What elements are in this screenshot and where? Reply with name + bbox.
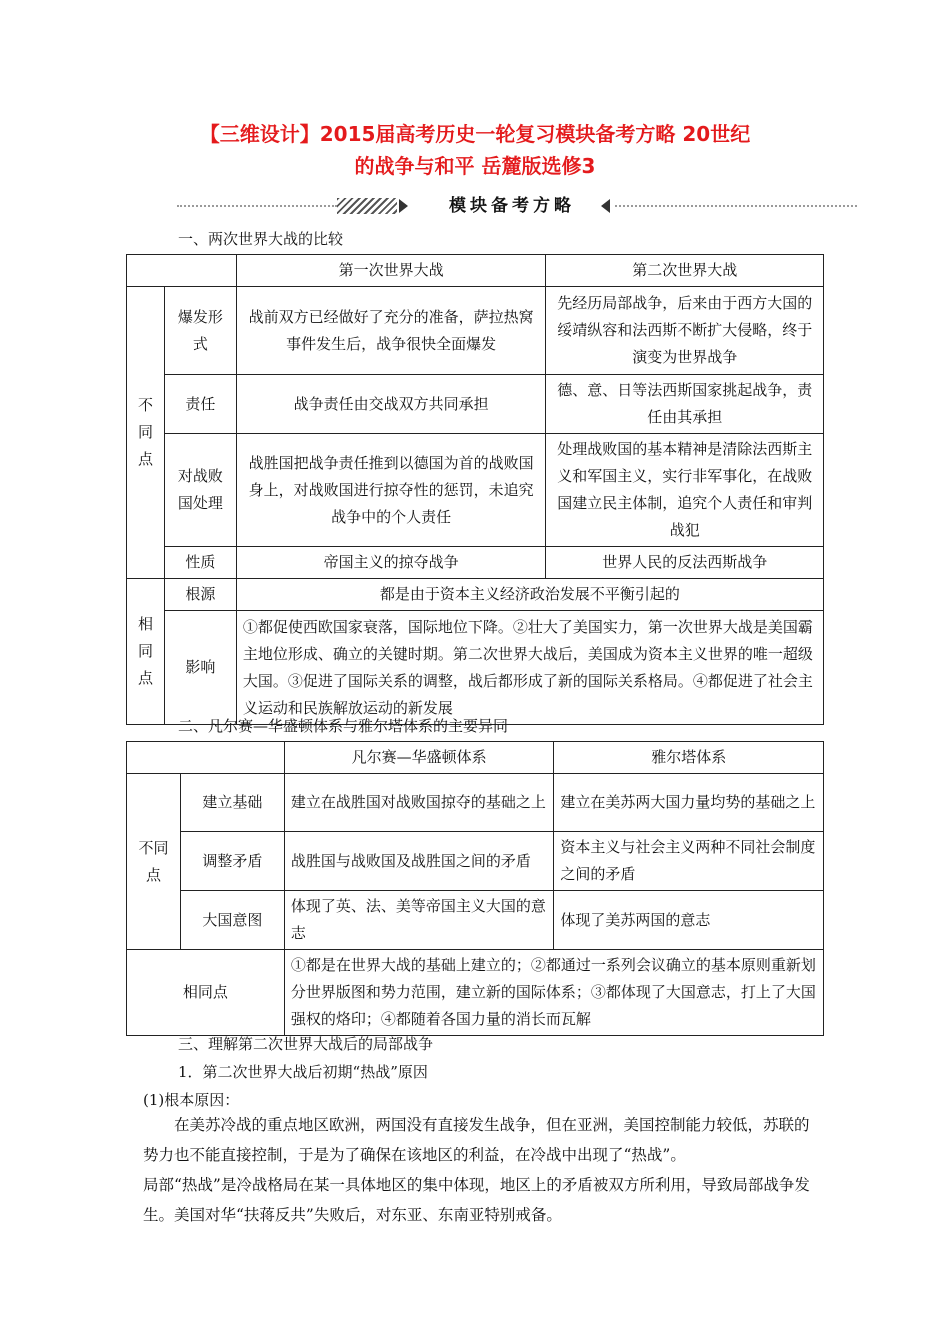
world-wars-comparison-table [126,254,824,725]
header-versailles: 凡尔赛—华盛顿体系 [284,742,554,774]
section2-heading: 二、凡尔赛—华盛顿体系与雅尔塔体系的主要异同 [178,717,509,735]
paragraph: 局部“热战”是冷战格局在某一具体地区的集中体现，地区上的矛盾被双方所利用，导致局部战争发生。美国对华“扶蒋反共”失败后，对东亚、东南亚特别戒备。 [143,1176,810,1224]
cell-ww2: 世界人民的反法西斯战争 [546,547,824,579]
table-header-row [127,255,824,287]
cell-ww1: 帝国主义的掠夺战争 [236,547,546,579]
section-banner [177,194,857,218]
section1-heading: 一、两次世界大战的比较 [178,230,344,248]
section3-sub2: (1)根本原因： [143,1091,240,1109]
row-label: 影响 [164,611,236,725]
same-label: 相同点 [127,950,285,1036]
table-row [127,891,824,950]
same-cell: ①都是在世界大战的基础上建立的；②都通过一系列会议确立的基本原则重新划分世界版图和势力范围，建立新的国际体系；③都体现了大国意志，打上了大国强权的烙印；④都随着各国力量的消长而瓦解 [284,950,823,1036]
header-yalta: 雅尔塔体系 [554,742,824,774]
row-label: 对战败 国处理 [164,434,236,547]
row-label: 爆发形 式 [164,287,236,375]
document-title-line1: 【三维设计】2015届高考历史一轮复习模块备考方略 20世纪 [199,122,751,146]
row-label: 责任 [164,375,236,434]
cell-versailles: 战胜国与战败国及战胜国之间的矛盾 [284,832,554,891]
table-row [127,579,824,611]
table-row [127,434,824,547]
cell-ww2: 德、意、日等法西斯国家挑起战争，责任由其承担 [546,375,824,434]
row-label: 根源 [164,579,236,611]
row-label: 大国意图 [180,891,284,950]
row-label: 建立基础 [180,774,284,832]
cell-ww1: 战争责任由交战双方共同承担 [236,375,546,434]
cell-versailles: 建立在战胜国对战败国掠夺的基础之上 [284,774,554,832]
table-row [127,375,824,434]
document-title-line2: 的战争与和平 岳麓版选修3 [354,154,596,178]
header-empty-cell [127,742,285,774]
diff-label: 不同 点 [127,774,181,950]
cell-ww1: 战前双方已经做好了充分的准备，萨拉热窝事件发生后，战争很快全面爆发 [236,287,546,375]
paragraph: 在美苏冷战的重点地区欧洲，两国没有直接发生战争，但在亚洲，美国控制能力较低，苏联的势力也不能直接控制，于是为了确保在该地区的利益，在冷战中出现了“热战”。 [143,1116,810,1164]
cell-yalta: 建立在美苏两大国力量均势的基础之上 [554,774,824,832]
cell-ww2: 处理战败国的基本精神是清除法西斯主义和军国主义，实行非军事化，在战败国建立民主体制，追究个人责任和审判战犯 [546,434,824,547]
table-row [127,611,824,725]
diff-label: 不 同 点 [127,287,165,579]
root-cell: 都是由于资本主义经济政治发展不平衡引起的 [236,579,823,611]
header-empty-cell [127,255,237,287]
banner-title: 模块备考方略 [449,196,575,216]
cell-yalta: 体现了美苏两国的意志 [554,891,824,950]
header-ww2: 第二次世界大战 [546,255,824,287]
same-label: 相 同 点 [127,579,165,725]
cell-ww1: 战胜国把战争责任推到以德国为首的战败国身上，对战败国进行掠夺性的惩罚，未追究战争中的个人责任 [236,434,546,547]
cell-ww2: 先经历局部战争，后来由于西方大国的绥靖纵容和法西斯不断扩大侵略，终于演变为世界战争 [546,287,824,375]
cell-versailles: 体现了英、法、美等帝国主义大国的意志 [284,891,554,950]
table-row [127,287,824,375]
section3-body [143,1110,823,1230]
table-row [127,547,824,579]
cell-yalta: 资本主义与社会主义两种不同社会制度之间的矛盾 [554,832,824,891]
section3-heading: 三、理解第二次世界大战后的局部战争 [178,1035,434,1053]
table-row [127,774,824,832]
row-label: 调整矛盾 [180,832,284,891]
table-row [127,950,824,1036]
header-ww1: 第一次世界大战 [236,255,546,287]
system-comparison-table [126,741,824,1036]
table-row [127,832,824,891]
impact-cell: ①都促使西欧国家衰落，国际地位下降。②壮大了美国实力，第一次世界大战是美国霸主地位形成、确立的关键时期。第二次世界大战后，美国成为资本主义世界的唯一超级大国。③促进了国际关系的调整，战后都形成了新的国际关系格局。④都促进了社会主义运动和民族解放运动的新发展 [236,611,823,725]
section3-sub1: 1．第二次世界大战后初期“热战”原因 [178,1063,428,1081]
row-label: 性质 [164,547,236,579]
table-header-row [127,742,824,774]
